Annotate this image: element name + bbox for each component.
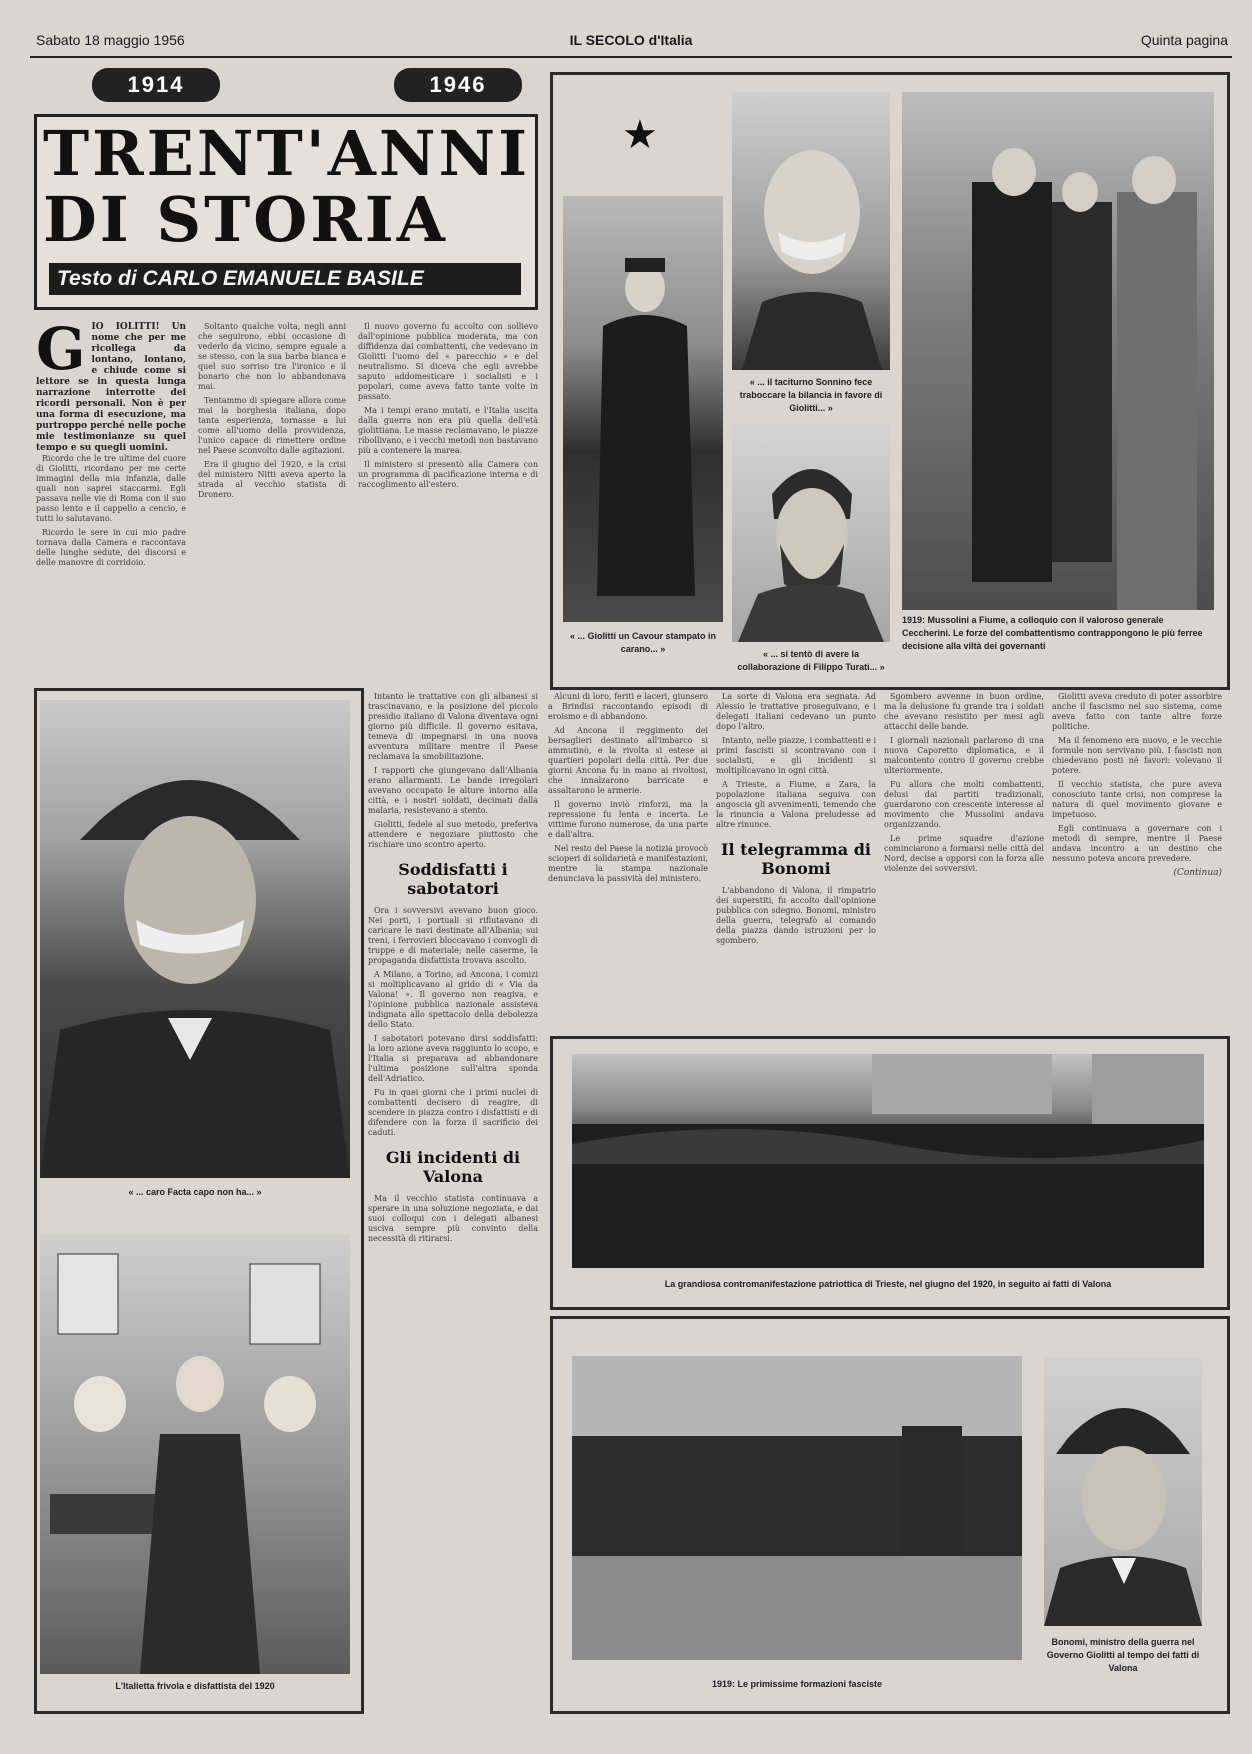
article-column-6: La sorte di Valona era segnata. Ad Alessio le trattative proseguivano, e i delegati italiani cedevano un punto dopo l'altro. Intanto, nelle piazze, i combattenti e i primi fascisti si scontravano con i socialisti, e gli incidenti si moltiplicavano in ogni città. A Trieste, a Fiume, a Zara, la popolazione italiana seguiva con angoscia gli avvenimenti, temendo che la rinuncia a Valona preludesse ad altre rinunce. Il telegramma di Bonomi L'abbandono di Valona, il rimpatrio dei superstiti, fu accolto dall'opinione pubblica con sdegno. Bonomi, ministro della guerra, telegrafò al comando della piazza dando istruzioni per lo sgombero. (716, 692, 876, 945)
caption-cabaret: L'Italietta frivola e disfattista del 1920 (115, 1681, 275, 1691)
continues-label: (Continua) (1173, 868, 1222, 878)
photo-mussolini-fiume (902, 92, 1214, 610)
photo-trieste-crowd-scene (572, 1054, 1204, 1268)
photo-turati (732, 424, 890, 642)
star-icon: ★ (622, 112, 658, 158)
photo-bonomi-portrait (1044, 1358, 1202, 1626)
photo-giolitti-standing (563, 196, 723, 622)
caption-facta: « ... caro Facta capo non ha... » (128, 1187, 262, 1197)
headline-line-2: DI STORIA (43, 183, 448, 256)
article-column-4: Intanto le trattative con gli albanesi si trascinavano, e la posizione del piccolo presidio italiano di Valona diventava ogni giorno più difficile. Il governo esitava, temeva di impegnarsi in una nuova avventura militare mentre il Paese reclamava la smobilitazione. I rapporti che giungevano dall'Albania erano allarmanti. Le bande irregolari avevano occupato le alture intorno alla città, e i nostri soldati, decimati dalla malaria, resistevano a stento. Giolitti, fedele al suo metodo, preferiva attendere e negoziare piuttosto che rischiare uno scontro aperto. Soddisfatti i sabotatori Ora i sovversivi avevano buon gioco. Nei porti, i portuali si rifiutavano di caricare le navi destinate all'Albania; sui treni, i ferrovieri bloccavano i convogli di truppe e di materiale; nelle caserme, la propaganda disfattista trovava ascolto. A Milano, a Torino, ad Ancona, i comizi si moltiplicavano al grido di « Via da Valona! ». Il governo non reagiva, e l'opinione pubblica nazionale assisteva indignata allo spettacolo della debolezza dello Stato. I sabotatori potevano dirsi soddisfatti: la loro azione aveva raggiunto lo scopo, e l'Italia si preparava ad abbandonare l'ultima posizione sull'altra sponda dell'Adriatico. Fu in quei giorni che i primi nuclei di combattenti decisero di reagire, di scendere in piazza contro i disfattisti e di difendere con la forza il sacrificio dei caduti. Gli incidenti di Valona Ma il vecchio statista continuava a sperare in una soluzione negoziata, e dai suoi colloqui con i delegati albanesi usciva sempre più convinto della necessità di ritirarsi. (368, 692, 538, 1243)
caption-sonnino: « ... il taciturno Sonnino fece traboccare la bilancia in favore di Giolitti... » (739, 377, 883, 413)
caption-trieste: La grandiosa contromanifestazione patriottica di Trieste, nel giugno del 1920, in seguito ai fatti di Valona (664, 1279, 1112, 1289)
photo-sonnino-portrait (732, 92, 890, 370)
photo-facta (40, 700, 350, 1178)
caption-giolitti-cavour: « ... Giolitti un Cavour stampato in carano... » (569, 631, 716, 654)
photo-turati-portrait (732, 424, 890, 642)
photo-giolitti-standing-figure (563, 196, 723, 622)
photo-squadre-fasciste (572, 1356, 1022, 1660)
photo-cabaret-scene (40, 1234, 350, 1674)
page-label: Quinta pagina (1140, 32, 1228, 48)
article-column-2: Soltanto qualche volta, negli anni che seguirono, ebbi occasione di vederlo da vicino, sempre eguale a se stesso, con la sua barba bianca e quel suo sorriso tra l'ironico e il bonario che non lo abbandonava mai. Tentammo di spiegare allora come mai la borghesia italiana, dopo tanta esperienza, tornasse a lui come all'uomo della provvidenza, l'unico capace di rimettere ordine nel Paese sconvolto dalle agitazioni. Era il giugno del 1920, e la crisi del ministero Nitti aveva aperto la strada al vecchio statista di Dronero. (198, 322, 346, 499)
caption-squadre: 1919: Le primissime formazioni fasciste (711, 1679, 883, 1689)
article-column-8: Giolitti aveva creduto di poter assorbire anche il fascismo nel suo sistema, come aveva fatto con tante altre forze politiche. Ma il fenomeno era nuovo, e le vecchie formule non servivano più. I fascisti non chiedevano posti né favori: volevano il potere. Il vecchio statista, che pure aveva conosciuto tante crisi, non comprese la natura di quel movimento giovane e impetuoso. Egli continuava a governare con i metodi di sempre, mentre il Paese andava incontro a un destino che nessuno poteva ancora prevedere. (Continua) (1052, 692, 1222, 878)
issue-date: Sabato 18 maggio 1956 (36, 32, 185, 48)
caption-turati: « ... si tentò di avere la collaborazione di Filippo Turati... » (737, 649, 885, 672)
newspaper-name: IL SECOLO d'Italia (569, 32, 693, 48)
photo-mussolini-fiume-scene (902, 92, 1214, 610)
caption-mussolini-fiume: 1919: Mussolini a Fiume, a colloquio con il valoroso generale Ceccherini. Le forze del combattentismo contrappongono le più ferree decisione alla viltà dei governanti (902, 615, 1203, 651)
article-column-3: Il nuovo governo fu accolto con sollievo dall'opinione pubblica moderata, ma con diffidenza dai combattenti, che vedevano in Giolitti l'uomo del « parecchio » e del neutralismo. Si diceva che egli avrebbe saputo addomesticare i socialisti e i popolari, come aveva fatto tante volte in passato. Ma i tempi erano mutati, e l'Italia uscita dalla guerra non era più quella dell'età giolittiana. Le masse reclamavano, le piazze ribollivano, e i vecchi metodi non bastavano più a contenere la marea. Il ministero si presentò alla Camera con un programma di pacificazione interna e di raccoglimento all'estero. (358, 322, 538, 489)
photo-cabaret (40, 1234, 350, 1674)
article-column-1: G IO IOLITTI! Un nome che per me ricollega da lontano, lontano, e chiude come si lettore se in questa lunga narrazione interrotte dei ricordi personali. Non è per una forma di esecuzione, ma purtroppo perché nelle poche mie testimonianze su quel tempo e su quegli uomini. Ricordo che le tre ultime del cuore di Giolitti, ricordano per me certe immagini della mia infanzia, dalle quali non saprei staccarmi. Egli passava nelle vie di Roma con il suo passo lento e il cappello a cencio, e tutti lo salutavano. Ricordo le sere in cui mio padre tornava dalla Camera e raccontava delle lunghe sedute, dei discorsi e delle manovre di corridoio. (36, 322, 186, 567)
title-box (34, 114, 538, 310)
photo-facta-portrait (40, 700, 350, 1178)
subhead-valona: Gli incidenti di Valona (385, 1148, 521, 1186)
masthead (30, 30, 1232, 58)
article-header (34, 64, 540, 310)
subhead-bonomi: Il telegramma di Bonomi (720, 840, 871, 878)
caption-bonomi: Bonomi, ministro della guerra nel Governo Giolitti al tempo dei fatti di Valona (1046, 1637, 1200, 1673)
headline-line-1: TRENT'ANNI (43, 117, 531, 190)
photo-sonnino (732, 92, 890, 370)
subhead-sabotatori: Soddisfatti i sabotatori (398, 860, 508, 898)
photo-trieste-crowd (572, 1054, 1204, 1268)
article-column-5: Alcuni di loro, feriti e laceri, giunsero a Brindisi raccontando episodi di eroismo e di abbandono. Ad Ancona il reggimento dei bersaglieri destinato all'imbarco si ammutinò, e la rivolta si estese ai quartieri popolari della città. Per due giorni Ancona fu in mano ai rivoltosi, che innalzarono barricate e assaltarono le armerie. Il governo inviò rinforzi, ma la repressione fu lenta e incerta. Le vittime furono numerose, da una parte e dall'altra. Nel resto del Paese la notizia provocò scioperi di solidarietà e manifestazioni, mentre la stampa nazionale denunciava la passività del ministero. (548, 692, 708, 883)
year-end-badge: 1946 (394, 68, 522, 102)
article-lead: IO IOLITTI! Un nome che per me ricollega da lontano, lontano, e chiude come si lettore se in questa lunga narrazione interrotte dei ricordi personali. Non è per una forma di esecuzione, ma purtroppo perché nelle poche mie testimonianze su quel tempo e su quegli uomini. (36, 322, 186, 453)
year-start-badge: 1914 (92, 68, 220, 102)
dropcap: G (36, 322, 86, 383)
byline: Testo di CARLO EMANUELE BASILE (49, 263, 521, 295)
article-column-7: Sgombero avvenne in buon ordine, ma la delusione fu grande tra i soldati che avevano resistito per mesi agli attacchi delle bande. I giornali nazionali parlarono di una nuova Caporetto diplomatica, e il malcontento contro il governo crebbe ulteriormente. Fu allora che molti combattenti, delusi dai partiti tradizionali, guardarono con crescente interesse al movimento che Mussolini andava organizzando. Le prime squadre d'azione cominciarono a formarsi nelle città del Nord, decise a opporsi con la forza alle violenze dei sovversivi. (884, 692, 1044, 873)
photo-squadre-fasciste-scene (572, 1356, 1022, 1660)
photo-bonomi (1044, 1358, 1202, 1626)
